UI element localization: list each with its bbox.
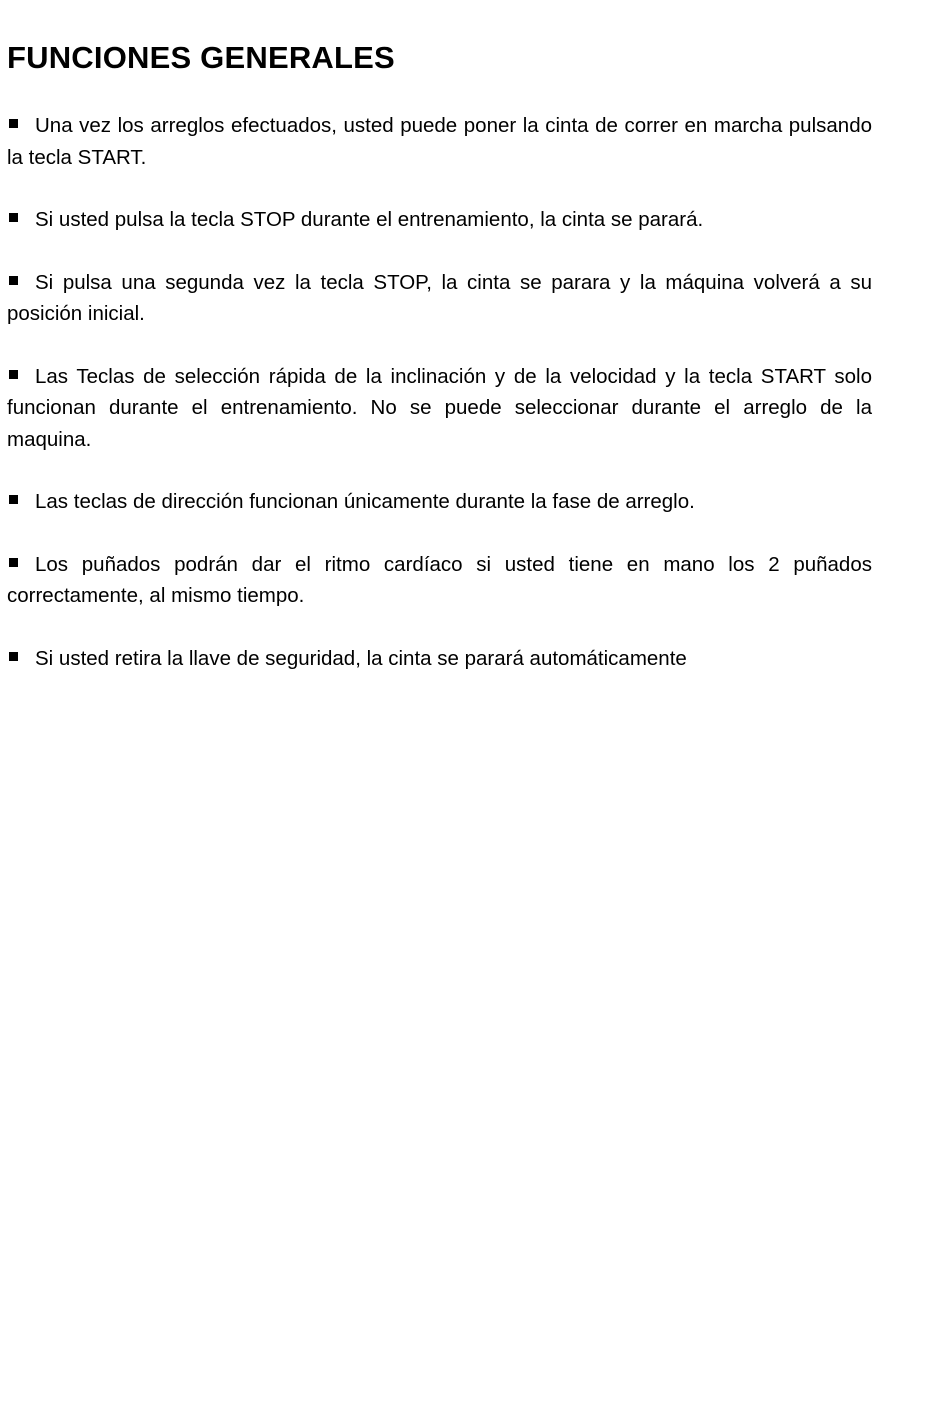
- list-item: [7, 643, 872, 675]
- square-bullet-icon: [9, 495, 18, 504]
- list-item-text: Las Teclas de selección rápida de la inclinación y de la velocidad y la tecla START solo funcionan durante el entrenamiento. No se puede seleccionar durante el arreglo de la maquina.: [7, 364, 872, 451]
- list-item: [7, 110, 872, 173]
- list-item-text: Si pulsa una segunda vez la tecla STOP, la cinta se parara y la máquina volverá a su posición inicial.: [7, 270, 872, 325]
- square-bullet-icon: [9, 276, 18, 285]
- list-item: [7, 361, 872, 456]
- list-item-text: Si usted pulsa la tecla STOP durante el entrenamiento, la cinta se parará.: [35, 208, 704, 231]
- list-item-text: Si usted retira la llave de seguridad, la cinta se parará automáticamente: [35, 646, 687, 670]
- list-item-text: Una vez los arreglos efectuados, usted puede poner la cinta de correr en marcha pulsando la tecla START.: [7, 114, 872, 169]
- page-title: FUNCIONES GENERALES: [7, 40, 395, 75]
- list-item-text: Las teclas de dirección funcionan únicamente durante la fase de arreglo.: [35, 490, 695, 513]
- square-bullet-icon: [9, 213, 18, 222]
- list-item: [7, 204, 872, 236]
- list-item-text: Los puñados podrán dar el ritmo cardíaco si usted tiene en mano los 2 puñados correctamente, al mismo tiempo.: [7, 552, 872, 607]
- list-item: [7, 486, 872, 518]
- list-item: [7, 267, 872, 330]
- square-bullet-icon: [9, 652, 18, 661]
- list-item: [7, 549, 872, 612]
- square-bullet-icon: [9, 119, 18, 128]
- functions-list: [7, 110, 872, 705]
- square-bullet-icon: [9, 370, 18, 379]
- square-bullet-icon: [9, 558, 18, 567]
